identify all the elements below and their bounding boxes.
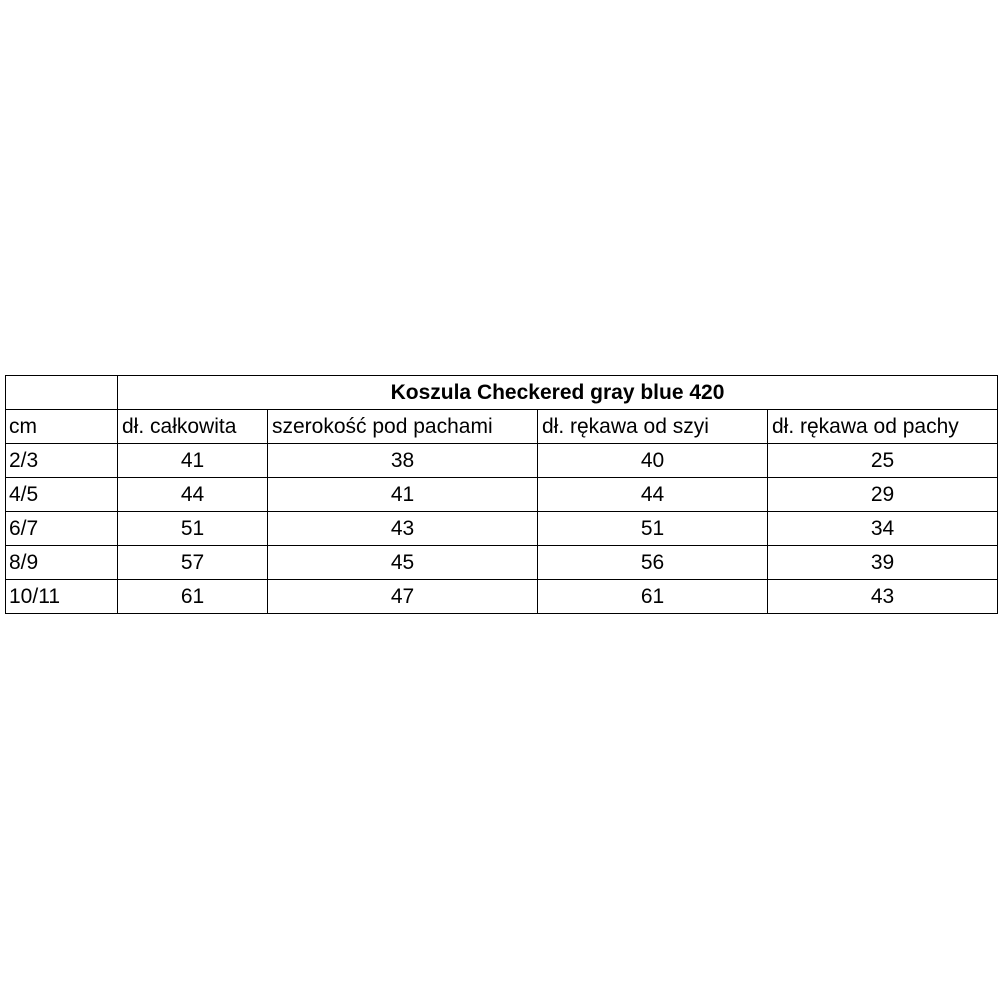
total-length-value: 57 — [118, 546, 268, 580]
header-sleeve-from-armpit: dł. rękawa od pachy — [768, 410, 998, 444]
header-total-length: dł. całkowita — [118, 410, 268, 444]
sleeve-from-armpit-value: 39 — [768, 546, 998, 580]
total-length-value: 44 — [118, 478, 268, 512]
size-label: 8/9 — [6, 546, 118, 580]
sleeve-from-neck-value: 44 — [538, 478, 768, 512]
sleeve-from-armpit-value: 29 — [768, 478, 998, 512]
sleeve-from-armpit-value: 25 — [768, 444, 998, 478]
table-title: Koszula Checkered gray blue 420 — [118, 376, 998, 410]
chest-width-value: 41 — [268, 478, 538, 512]
sleeve-from-neck-value: 51 — [538, 512, 768, 546]
chest-width-value: 38 — [268, 444, 538, 478]
size-label: 6/7 — [6, 512, 118, 546]
sleeve-from-neck-value: 56 — [538, 546, 768, 580]
total-length-value: 41 — [118, 444, 268, 478]
sleeve-from-armpit-value: 43 — [768, 580, 998, 614]
size-label: 2/3 — [6, 444, 118, 478]
sleeve-from-neck-value: 40 — [538, 444, 768, 478]
header-sleeve-from-neck: dł. rękawa od szyi — [538, 410, 768, 444]
table-row — [6, 512, 998, 546]
table-row — [6, 444, 998, 478]
total-length-value: 51 — [118, 512, 268, 546]
sleeve-from-neck-value: 61 — [538, 580, 768, 614]
header-row — [6, 410, 998, 444]
size-chart-table — [5, 375, 998, 614]
size-label: 10/11 — [6, 580, 118, 614]
title-row — [6, 376, 998, 410]
table-row — [6, 546, 998, 580]
sleeve-from-armpit-value: 34 — [768, 512, 998, 546]
chest-width-value: 45 — [268, 546, 538, 580]
header-unit: cm — [6, 410, 118, 444]
total-length-value: 61 — [118, 580, 268, 614]
corner-cell — [6, 376, 118, 410]
table-row — [6, 580, 998, 614]
size-label: 4/5 — [6, 478, 118, 512]
header-chest-width: szerokość pod pachami — [268, 410, 538, 444]
chest-width-value: 47 — [268, 580, 538, 614]
chest-width-value: 43 — [268, 512, 538, 546]
table-row — [6, 478, 998, 512]
